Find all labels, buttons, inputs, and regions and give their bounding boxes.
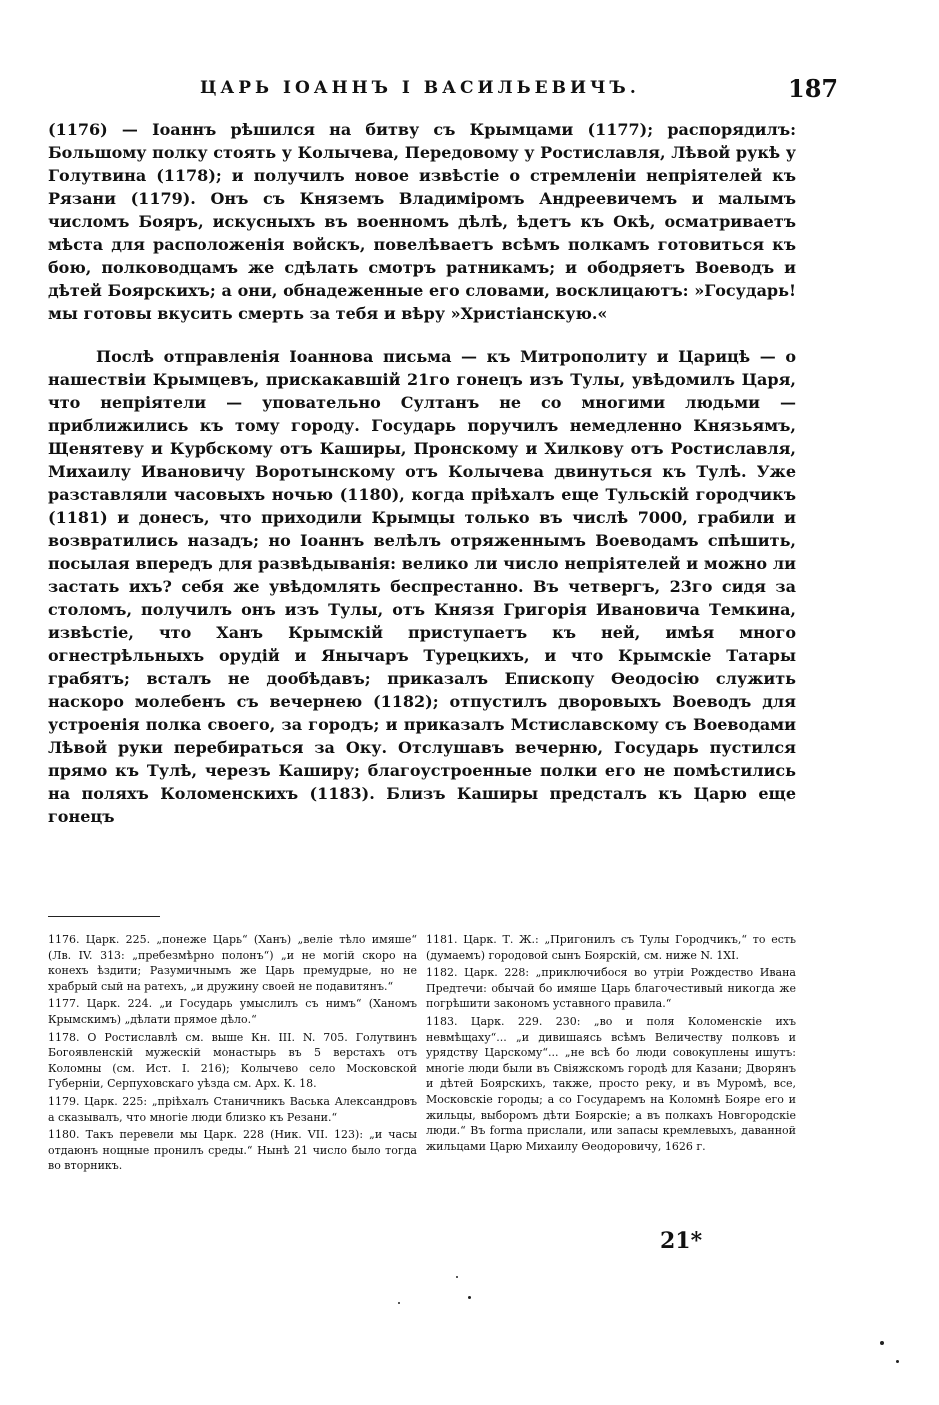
paragraph: (1176) — Іоаннъ рѣшился на битву съ Крымцами (1177); распорядилъ: Большому полку стоять у Колычева, Передовому у Ростиславля, Лѣвой рукѣ у Голутвина (1178); и получилъ новое извѣстіе о стремленіи непріятелей къ Рязани (1179). Онъ съ Княземъ Владиміромъ Андреевичемъ и малымъ числомъ Бояръ, искусныхъ въ военномъ дѣлѣ, ѣдетъ къ Окѣ, осматриваетъ мѣста для расположенія войскъ, повелѣваетъ всѣмъ полкамъ готовиться къ бою, полководцамъ же сдѣлать смотръ ратникамъ; и ободряетъ Воеводъ и дѣтей Боярскихъ; а они, обнадеженные его словами, восклицаютъ: »Государь! мы готовы вкусить смерть за тебя и вѣру »Христіанскую.« [48, 120, 796, 323]
page-number: 187 [788, 74, 839, 103]
footnote-1178: 1178. О Ростиславлѣ см. выше Кн. III. N. 705. Голутвинъ Богоявленскій мужескій монастырь въ 5 верстахъ отъ Коломны (см. Ист. I. 216); Колычево село Московской Губерніи, Серпуховскаго уѣзда см. Арх. К. 18. [48, 1030, 417, 1091]
footnotes-left-column [48, 932, 417, 1176]
footnote-1177: 1177. Царк. 224. „и Государь умыслилъ съ нимъ“ (Ханомъ Крымскимъ) „дѣлати прямое дѣло.“ [48, 997, 417, 1026]
footnote-1179: 1179. Царк. 225: „пріѣхалъ Станичникъ Васька Александровъ а сказывалъ, что многіе люди близко къ Резани.“ [48, 1094, 417, 1124]
scan-speck [456, 1276, 458, 1278]
footnote-1182: 1182. Царк. 228: „приключибося во утріи Рождество Ивана Предтечи: обычай бо имяше Царь благочестивый никогда же погрѣшити закономъ уставного правила.“ [426, 966, 796, 1011]
footnotes-right-column [426, 932, 796, 1156]
footnote-1181: 1181. Царк. Т. Ж.: „Пригонилъ съ Тулы Городчикъ,“ то есть (думаемъ) городовой сынъ Боярскій, см. ниже N. 1XI. [426, 933, 796, 962]
paragraph: Послѣ отправленія Іоаннова письма — къ Митрополиту и Царицѣ — о нашествіи Крымцевъ, прискакавшій 21го гонецъ изъ Тулы, увѣдомилъ Царя, что непріятели — уповательно Султанъ не со многими людьми — приближились къ тому городу. Государь поручилъ немедленно Князьямъ, Щенятеву и Курбскому отъ Каширы, Пронскому и Хилкову отъ Ростиславля, Михаилу Ивановичу Воротынскому отъ Колычева двинуться къ Тулѣ. Уже разставляли часовыхъ ночью (1180), когда пріѣхалъ еще Тульскій городчикъ (1181) и донесъ, что приходили Крымцы только въ числѣ 7000, грабили и возвратились назадъ; но Іоаннъ велѣлъ отряженнымъ Воеводамъ спѣшить, посылая впередъ для развѣдыванія: велико ли число непріятелей и можно ли застать ихъ? себя же увѣдомлять беспрестанно. Въ четвергъ, 23го сидя за столомъ, получилъ онъ изъ Тулы, отъ Князя Григорія Ивановича Темкина, извѣстіе, что Ханъ Крымскій приступаетъ къ ней, имѣя много огнестрѣльныхъ орудій и Янычаръ Турецкихъ, и что Крымскіе Татары грабятъ; всталъ не дообѣдавъ; приказалъ Епископу Ѳеодосію служить наскоро молебенъ съ вечернею (1182); отпустилъ дворовыхъ Воеводъ для устроенія полка своего, за городъ; и приказалъ Мстиславскому съ Воеводами Лѣвой руки перебираться за Оку. Отслушавъ вечерню, Государь пустился прямо къ Тулѣ, черезъ Каширу; благоустроенные полки его не помѣстились на поляхъ Коломенскихъ (1183). Близъ Каширы предсталъ къ Царю еще гонецъ [48, 347, 796, 826]
running-head: ЦАРЬ ІОАННЪ І ВАСИЛЬЕВИЧЪ. [200, 78, 640, 98]
scan-speck [398, 1302, 400, 1304]
signature-mark: 21* [660, 1228, 703, 1254]
scan-speck [880, 1341, 884, 1345]
footnote-1180: 1180. Такъ перевели мы Царк. 228 (Ник. VII. 123): „и часы отдаюнъ нощные пронилъ среды.“ Нынѣ 21 число было тогда во вторникъ. [48, 1128, 417, 1173]
footnote-divider [48, 916, 160, 917]
scan-speck [468, 1296, 471, 1299]
main-text [48, 118, 796, 828]
scan-speck [896, 1360, 899, 1363]
footnote-1183: 1183. Царк. 229. 230: „во и поля Коломенскіе ихъ невмѣщаху“... „и дивишаясь всѣмъ Величеству полковъ и урядству Царскому“... „не всѣ бо люди совокуплены ишутъ: многіе люди были въ Свіяжскомъ городѣ для Казани; Дворянъ и дѣтей Боярскихъ, также, просто реку, и въ Муромѣ, все, Московскіе городы; а со Государемъ на Коломнѣ Бояре его и жильцы, выборомъ дѣти Боярскіе; а въ полкахъ Новгородскіе люди.“ Въ forma прислали, или запасы кремлевыхъ, даванной жильцами Царю Михаилу Ѳеодоровичу, 1626 г. [426, 1014, 796, 1153]
footnote-1176: 1176. Царк. 225. „понеже Царь“ (Ханъ) „веліе тѣло имяше“ (Лв. IV. 313: „пребезмѣрно полонъ“) „и не могій скоро на конехъ ѣздити; Разумичнымъ же Царь премудрые, но не храбрый сый на ратехъ, „и дружину своей не подавитянъ.“ [48, 933, 417, 993]
